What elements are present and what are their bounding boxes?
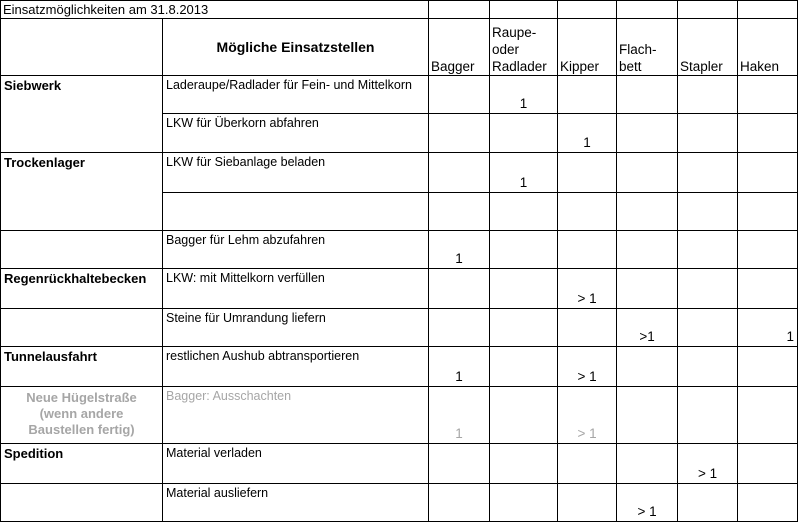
value-cell[interactable] [738, 231, 798, 269]
value-cell[interactable] [429, 269, 490, 309]
table-row [1, 347, 798, 387]
location-label: Trockenlager [4, 155, 85, 170]
empty-location-cell[interactable] [1, 231, 163, 269]
value-cell[interactable] [617, 231, 678, 269]
location-label-line: (wenn andere [39, 406, 124, 421]
empty-cell[interactable] [490, 1, 558, 19]
location-label: Regenrückhaltebecken [4, 271, 147, 286]
value-cell[interactable] [738, 114, 798, 153]
table-row [1, 309, 798, 347]
value-cell[interactable] [490, 231, 558, 269]
value-cell[interactable] [738, 193, 798, 231]
header-row [1, 19, 798, 76]
value-cell[interactable] [558, 309, 617, 347]
value-cell[interactable] [617, 347, 678, 387]
value-cell[interactable] [558, 484, 617, 522]
value-cell[interactable] [490, 193, 558, 231]
value-cell[interactable] [738, 387, 798, 444]
value-cell[interactable] [558, 444, 617, 484]
empty-cell[interactable] [617, 1, 678, 19]
value-cell[interactable] [429, 444, 490, 484]
value-cell[interactable]: 1 [429, 387, 490, 444]
value-cell[interactable]: 1 [429, 231, 490, 269]
value-cell[interactable] [678, 484, 738, 522]
value-cell[interactable]: 1 [738, 309, 798, 347]
value-cell[interactable] [738, 153, 798, 193]
value-cell[interactable] [678, 347, 738, 387]
value-cell[interactable] [738, 347, 798, 387]
task-cell[interactable] [163, 347, 429, 387]
header-col-line: bett [619, 59, 642, 74]
value-cell[interactable] [558, 193, 617, 231]
table-row [1, 76, 798, 114]
value-cell[interactable]: 1 [490, 153, 558, 193]
table-row [1, 153, 798, 193]
location-cell[interactable] [1, 387, 163, 444]
location-cell[interactable] [1, 76, 163, 153]
task-cell[interactable] [163, 76, 429, 114]
task-label: Bagger für Lehm abzufahren [166, 233, 326, 247]
location-cell[interactable] [1, 269, 163, 309]
task-label: LKW: mit Mittelkorn verfüllen [166, 271, 325, 285]
value-cell[interactable] [558, 76, 617, 114]
task-label: Bagger: Ausschachten [166, 389, 292, 403]
location-label: Spedition [4, 446, 64, 461]
value-cell[interactable] [678, 153, 738, 193]
empty-cell[interactable] [558, 1, 617, 19]
sheet-title: Einsatzmöglichkeiten am 31.8.2013 [3, 2, 209, 17]
task-label: LKW für Siebanlage beladen [166, 155, 326, 169]
title-row [1, 1, 798, 19]
value-cell[interactable] [617, 269, 678, 309]
value-cell[interactable]: 1 [558, 114, 617, 153]
value-cell[interactable] [429, 309, 490, 347]
header-col-line: Stapler [680, 59, 723, 74]
header-col-stapler[interactable] [678, 19, 738, 76]
task-label: LKW für Überkorn abfahren [166, 116, 319, 130]
empty-cell[interactable] [429, 1, 490, 19]
value-cell[interactable] [490, 387, 558, 444]
task-label: Steine für Umrandung liefern [166, 311, 326, 325]
location-cell[interactable] [1, 444, 163, 484]
value-cell[interactable] [490, 347, 558, 387]
header-col-line: Bagger [431, 59, 475, 74]
value-cell[interactable]: > 1 [558, 269, 617, 309]
value-cell[interactable]: 1 [429, 347, 490, 387]
value-cell[interactable] [617, 153, 678, 193]
value-cell[interactable] [617, 444, 678, 484]
value-cell[interactable] [558, 153, 617, 193]
value-cell[interactable] [490, 269, 558, 309]
location-label: Siebwerk [4, 78, 62, 93]
value-cell[interactable]: > 1 [558, 387, 617, 444]
value-cell[interactable] [429, 484, 490, 522]
location-label-line: Neue Hügelstraße [26, 390, 137, 405]
value-cell[interactable]: > 1 [678, 444, 738, 484]
value-cell[interactable] [617, 114, 678, 153]
location-label: Tunnelausfahrt [4, 349, 97, 364]
task-cell[interactable] [163, 114, 429, 153]
empty-location-cell[interactable] [1, 484, 163, 522]
header-col-line: Flach- [619, 42, 657, 57]
value-cell[interactable] [738, 484, 798, 522]
header-col-haken[interactable] [738, 19, 798, 76]
value-cell[interactable] [678, 309, 738, 347]
table-row [1, 444, 798, 484]
task-cell[interactable] [163, 269, 429, 309]
header-col-line: oder [492, 42, 520, 57]
value-cell[interactable] [617, 387, 678, 444]
value-cell[interactable] [617, 193, 678, 231]
header-col-line: Raupe- [492, 25, 537, 40]
task-label: Laderaupe/Radlader für Fein- und Mittelkorn [166, 78, 412, 92]
value-cell[interactable] [678, 76, 738, 114]
header-col-line: Kipper [560, 59, 600, 74]
header-col-kipper[interactable] [558, 19, 617, 76]
value-cell[interactable] [678, 387, 738, 444]
location-cell[interactable] [1, 153, 163, 231]
value-cell[interactable]: >1 [617, 309, 678, 347]
empty-cell[interactable] [678, 1, 738, 19]
task-label: restlichen Aushub abtransportieren [166, 349, 360, 363]
sheet-title-cell[interactable] [1, 1, 429, 19]
task-cell[interactable] [163, 387, 429, 444]
header-col-line: Haken [740, 59, 780, 74]
value-cell[interactable] [617, 76, 678, 114]
task-cell[interactable] [163, 309, 429, 347]
value-cell[interactable] [678, 269, 738, 309]
value-cell[interactable] [738, 444, 798, 484]
value-cell[interactable] [429, 114, 490, 153]
task-cell[interactable] [163, 231, 429, 269]
value-cell[interactable]: > 1 [617, 484, 678, 522]
task-cell[interactable] [163, 193, 429, 231]
value-cell[interactable] [678, 193, 738, 231]
value-cell[interactable] [558, 231, 617, 269]
empty-location-cell[interactable] [1, 309, 163, 347]
task-cell[interactable] [163, 484, 429, 522]
value-cell[interactable] [738, 76, 798, 114]
header-col-raupe-radlader[interactable] [490, 19, 558, 76]
value-cell[interactable]: > 1 [558, 347, 617, 387]
header-locations-label: Mögliche Einsatzstellen [216, 38, 375, 55]
header-col-bagger[interactable] [429, 19, 490, 76]
task-cell[interactable] [163, 153, 429, 193]
task-cell[interactable] [163, 444, 429, 484]
value-cell[interactable]: 1 [490, 76, 558, 114]
value-cell[interactable] [429, 193, 490, 231]
value-cell[interactable] [678, 114, 738, 153]
value-cell[interactable] [490, 309, 558, 347]
header-empty-cell[interactable] [1, 19, 163, 76]
value-cell[interactable] [429, 76, 490, 114]
table-row [1, 269, 798, 309]
task-label: Material verladen [166, 446, 262, 460]
value-cell[interactable] [429, 153, 490, 193]
header-locations-cell[interactable] [163, 19, 429, 76]
value-cell[interactable] [490, 444, 558, 484]
value-cell[interactable] [678, 231, 738, 269]
task-label: Material ausliefern [166, 486, 269, 500]
value-cell[interactable] [738, 269, 798, 309]
table-row [1, 387, 798, 444]
header-col-flachbett[interactable] [617, 19, 678, 76]
value-cell[interactable] [490, 114, 558, 153]
table-row [1, 231, 798, 269]
value-cell[interactable] [490, 484, 558, 522]
location-cell[interactable] [1, 347, 163, 387]
location-label-line: Baustellen fertig) [28, 422, 135, 437]
table-row [1, 484, 798, 522]
header-col-line: Radlader [492, 59, 547, 74]
empty-cell[interactable] [738, 1, 798, 19]
